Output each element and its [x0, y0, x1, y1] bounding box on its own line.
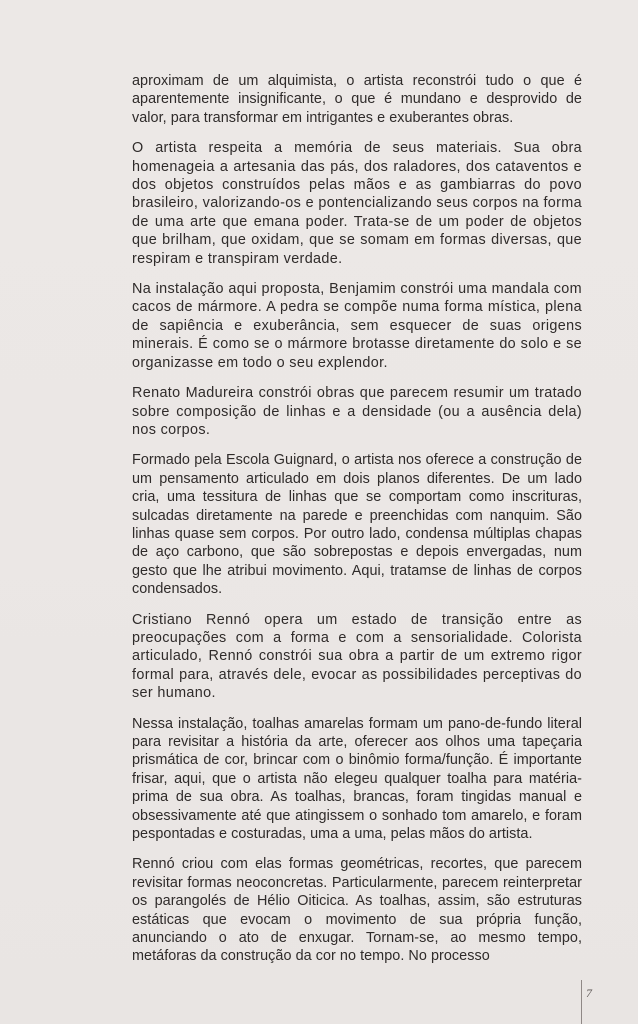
paragraph-5: Formado pela Escola Guignard, o artista nos oferece a construção de um pensamento articulado em dois planos diferentes. De um lado cria, uma tessitura de linhas que se comportam como inscrituras, sulcadas diretamente na parede e preenchidas com nanquim. São linhas quase sem corpos. Por outro lado, condensa múltiplas chapas de aço carbono, que são sobrepostas e depois envergadas, num gesto que lhe atribui movimento. Aqui, tratamse de linhas de corpos condensados.: [132, 452, 582, 598]
page-number-rule: [581, 980, 582, 1024]
page-number: 7: [586, 986, 592, 1000]
paragraph-4-artist-intro: Renato Madureira constrói obras que parecem resumir um tratado sobre composição de linhas e a densidade (ou a ausência dela) nos corpos.: [132, 385, 582, 438]
paragraph-3: Na instalação aqui proposta, Benjamim constrói uma mandala com cacos de mármore. A pedra se compõe numa forma mística, plena de sapiência e exuberância, sem esquecer de suas origens minerais. É como se o mármore brotasse diretamente do solo e se organizasse em todo o seu explendor.: [132, 281, 582, 371]
paragraph-2: O artista respeita a memória de seus materiais. Sua obra homenageia a artesania das pás, dos raladores, dos cataventos e dos objetos construídos pelas mãos e as gambiarras do povo brasileiro, valorizando-os e pontencializando seus corpos na forma de uma arte que emana poder. Trata-se de um poder de objetos que brilham, que oxidam, que se somam em formas diversas, que respiram e transpiram verdade.: [132, 140, 582, 267]
paragraph-8: Rennó criou com elas formas geométricas, recortes, que parecem revisitar formas neoconcretas. Particularmente, parecem reinterpretar os parangolés de Hélio Oiticica. As toalhas, assim, são estruturas estáticas que evocam o movimento de sua própria função, anunciando o ato de enxugar. Tornam-se, ao mesmo tempo, metáforas da construção da cor no tempo. No processo: [132, 856, 582, 965]
body-text: [132, 72, 582, 978]
paragraph-7: Nessa instalação, toalhas amarelas formam um pano-de-fundo literal para revisitar a história da arte, oferecer aos olhos uma tapeçaria prismática de cor, brincar com o binômio forma/função. É importante frisar, aqui, que o artista não elegeu qualquer toalha para matéria-prima de sua obra. As toalhas, brancas, foram tingidas manual e obsessivamente até que atingissem o sonhado tom amarelo, e foram pespontadas e costuradas, uma a uma, pelas mãos do artista.: [132, 715, 582, 843]
paragraph-6-artist-intro: Cristiano Rennó opera um estado de transição entre as preocupações com a forma e com a sensorialidade. Colorista articulado, Rennó constrói sua obra a partir de um extremo rigor formal para, através dele, evocar as possibilidades perceptivas do ser humano.: [132, 611, 582, 702]
paragraph-1: aproximam de um alquimista, o artista reconstrói tudo o que é aparentemente insignificante, o que é mundano e desprovido de valor, para transformar em intrigantes e exuberantes obras.: [132, 73, 582, 126]
